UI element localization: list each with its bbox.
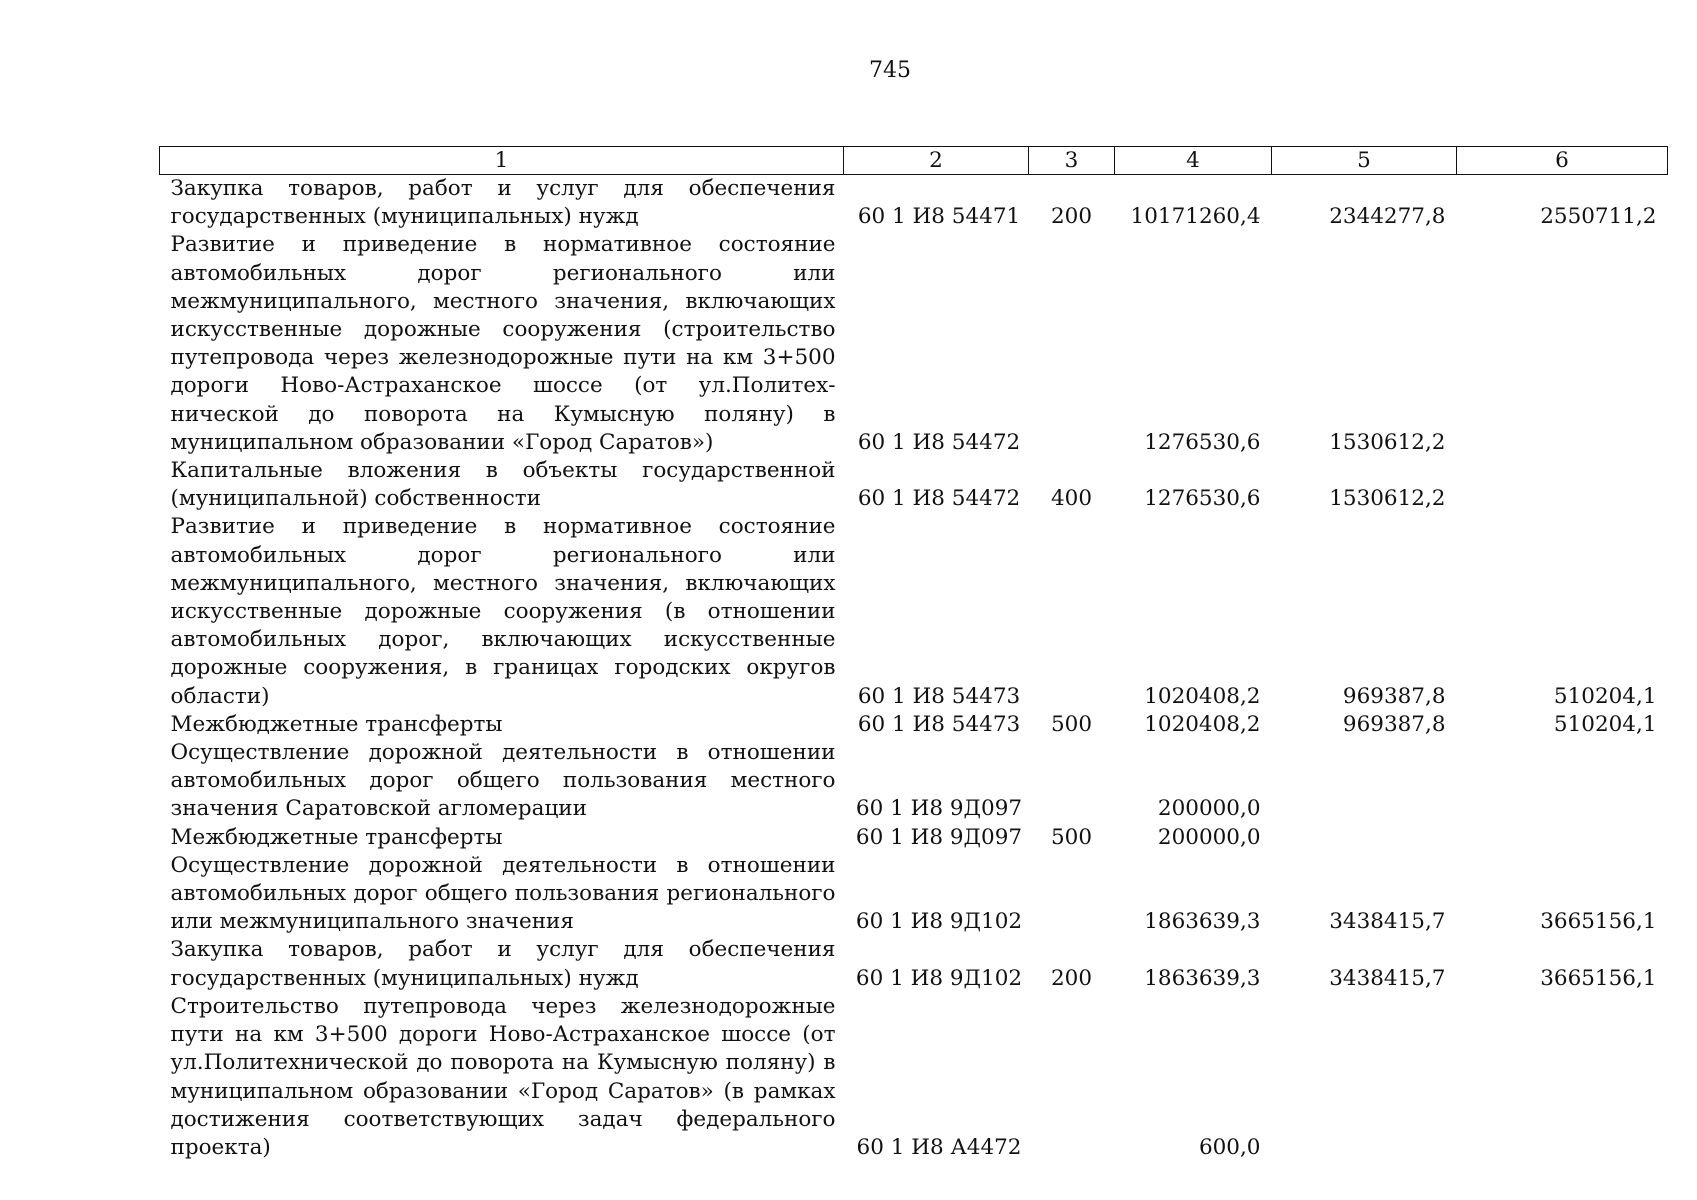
amount-col5: 969387,8 — [1342, 711, 1446, 737]
target-code: 60 1 И8 54472 — [857, 429, 1021, 455]
expense-name: Развитие и приведение в нормативное состояние автомобильных дорог регионального или межмуниципального, местного значения, включающих искусственные дорожные сооружения (строительство путепровода через железнодорожные пути на км 3+500 дороги Ново-Астраханское шоссе (от ул.Политехнической до поворота на Кумысную поляну) в муниципальном образовании «Город Саратов») — [170, 232, 836, 455]
amount-col6 — [1457, 824, 1668, 852]
expense-type-code: 200 — [1050, 965, 1093, 991]
table-row — [160, 231, 1668, 457]
table-row — [160, 824, 1668, 852]
column-header-6: 6 — [1457, 147, 1668, 175]
amount-col5: 1530612,2 — [1329, 429, 1446, 455]
amount-col6: 3665156,1 — [1540, 965, 1657, 991]
expense-name: Капитальные вложения в объекты государственной (муниципальной) собственности — [170, 458, 836, 512]
table-row — [160, 457, 1668, 513]
table-row — [160, 175, 1668, 232]
expense-type-code: 500 — [1050, 711, 1093, 737]
column-header-1: 1 — [160, 147, 844, 175]
expense-type-code — [1029, 231, 1115, 457]
amount-col4: 1863639,3 — [1144, 965, 1261, 991]
expense-name: Закупка товаров, работ и услуг для обеспечения государственных (муниципальных) нужд — [170, 176, 836, 230]
amount-col6: 3665156,1 — [1540, 909, 1657, 935]
amount-col4: 200000,0 — [1157, 824, 1261, 850]
table-row — [160, 993, 1668, 1162]
table-row — [160, 711, 1668, 739]
amount-col4: 1020408,2 — [1144, 683, 1261, 709]
amount-col5 — [1272, 824, 1457, 852]
amount-col4: 1020408,2 — [1144, 711, 1261, 737]
amount-col5: 3438415,7 — [1329, 965, 1446, 991]
table-row — [160, 852, 1668, 937]
column-header-4: 4 — [1115, 147, 1272, 175]
expense-name: Закупка товаров, работ и услуг для обеспечения государственных (муниципальных) нужд — [170, 937, 836, 991]
target-code: 60 1 И8 54473 — [857, 711, 1021, 737]
target-code: 60 1 И8 9Д102 — [855, 965, 1023, 991]
amount-col4: 1863639,3 — [1144, 909, 1261, 935]
amount-col6 — [1457, 739, 1668, 824]
table-header — [160, 147, 1668, 175]
amount-col4: 200000,0 — [1157, 796, 1261, 822]
column-header-2: 2 — [844, 147, 1029, 175]
amount-col5: 969387,8 — [1342, 683, 1446, 709]
target-code: 60 1 И8 54473 — [857, 683, 1021, 709]
target-code: 60 1 И8 9Д097 — [855, 796, 1023, 822]
budget-table — [159, 146, 1668, 1162]
amount-col5: 3438415,7 — [1329, 909, 1446, 935]
target-code: 60 1 И8 9Д102 — [855, 909, 1023, 935]
column-header-5: 5 — [1272, 147, 1457, 175]
column-header-3: 3 — [1029, 147, 1115, 175]
table-row — [160, 936, 1668, 992]
expense-type-code: 200 — [1050, 204, 1093, 230]
expense-name: Развитие и приведение в нормативное состояние автомобильных дорог регионального или межмуниципального, местного значения, включающих искусственные дорожные сооружения (в отношении автомобильных дорог, включающих искусственные дорожные сооружения, в границах городских округов области) — [170, 514, 836, 709]
amount-col6 — [1457, 993, 1668, 1162]
amount-col6: 510204,1 — [1553, 711, 1657, 737]
expense-name: Межбюджетные трансферты — [170, 711, 503, 737]
expense-name: Межбюджетные трансферты — [170, 824, 503, 850]
expense-type-code — [1029, 513, 1115, 710]
expense-type-code: 500 — [1050, 824, 1093, 850]
amount-col5 — [1272, 993, 1457, 1162]
table-body — [160, 175, 1668, 1163]
expense-name: Строительство путепровода через железнодорожные пути на км 3+500 дороги Ново-Астраханское шоссе (от ул.Политехнической до поворота на Кумысную поляну) в муниципальном образовании «Город Саратов» (в рамках достижения соответствующих задач федерального проекта) — [170, 993, 836, 1160]
amount-col6 — [1457, 231, 1668, 457]
amount-col4: 600,0 — [1198, 1134, 1261, 1160]
amount-col4: 10171260,4 — [1130, 204, 1261, 230]
amount-col5: 1530612,2 — [1329, 486, 1446, 512]
expense-name: Осуществление дорожной деятельности в отношении автомобильных дорог общего пользования местного значения Саратовской агломерации — [170, 740, 836, 822]
expense-type-code — [1029, 739, 1115, 824]
target-code: 60 1 И8 А4472 — [856, 1134, 1022, 1160]
amount-col4: 1276530,6 — [1144, 429, 1261, 455]
target-code: 60 1 И8 54472 — [857, 486, 1021, 512]
table-row — [160, 513, 1668, 710]
amount-col6: 510204,1 — [1553, 683, 1657, 709]
page-number: 745 — [869, 58, 911, 83]
expense-name: Осуществление дорожной деятельности в отношении автомобильных дорог общего пользования регионального или межмуниципального значения — [170, 852, 836, 935]
amount-col6: 2550711,2 — [1540, 204, 1657, 230]
expense-type-code — [1029, 852, 1115, 937]
expense-type-code — [1029, 993, 1115, 1162]
amount-col6 — [1457, 457, 1668, 513]
amount-col5 — [1272, 739, 1457, 824]
expense-type-code: 400 — [1050, 486, 1093, 512]
header-row — [160, 147, 1668, 175]
amount-col4: 1276530,6 — [1144, 486, 1261, 512]
target-code: 60 1 И8 9Д097 — [855, 824, 1023, 850]
target-code: 60 1 И8 54471 — [857, 204, 1021, 230]
table-row — [160, 739, 1668, 824]
amount-col5: 2344277,8 — [1329, 204, 1446, 230]
